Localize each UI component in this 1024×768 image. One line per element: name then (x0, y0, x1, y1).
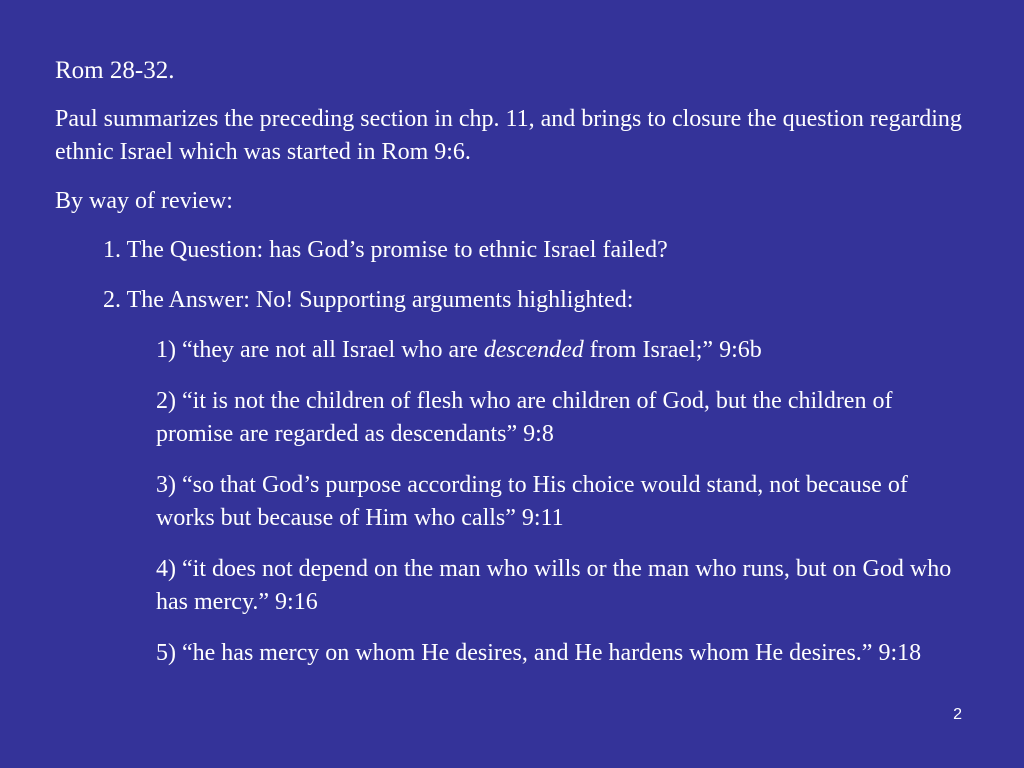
argument-item-4: 4) “it does not depend on the man who wills or the man who runs, but on God who has mercy.” 9:16 (156, 556, 952, 615)
slide-body (55, 54, 965, 688)
question-item: 1. The Question: has God’s promise to ethnic Israel failed? (103, 237, 668, 263)
slide-title: Rom 28-32. (55, 57, 175, 84)
argument-item-1 (55, 334, 956, 367)
review-label: By way of review: (55, 188, 233, 214)
argument-item-2: 2) “it is not the children of flesh who are children of God, but the children of promise are regarded as descendants” 9:8 (156, 388, 893, 447)
argument-item-3: 3) “so that God’s purpose according to His choice would stand, not because of works but because of Him who calls” 9:11 (156, 472, 908, 531)
intro-paragraph: Paul summarizes the preceding section in chp. 11, and brings to closure the question regarding ethnic Israel which was started in Rom 9:6. (55, 106, 962, 165)
argument-1-text-before: 1) “they are not all Israel who are (156, 337, 484, 363)
answer-item: 2. The Answer: No! Supporting arguments highlighted: (103, 287, 634, 313)
argument-1-emphasis: descended (483, 337, 584, 363)
argument-item-5: 5) “he has mercy on whom He desires, and He hardens whom He desires.” 9:18 (156, 640, 922, 666)
page-number: 2 (953, 706, 962, 723)
argument-1-text-after: from Israel;” 9:6b (583, 337, 762, 363)
